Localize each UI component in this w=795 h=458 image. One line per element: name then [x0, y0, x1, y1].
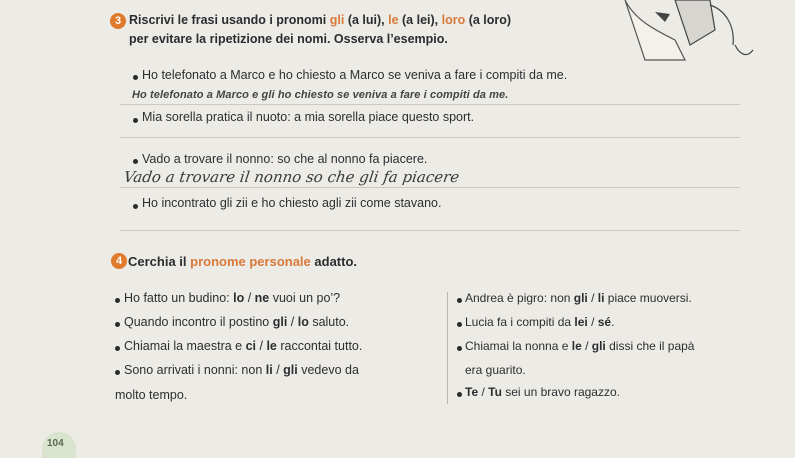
bullet — [115, 322, 120, 327]
bullet — [115, 346, 120, 351]
pronoun-option[interactable]: ne — [254, 291, 270, 305]
pronoun-option[interactable]: lo — [297, 315, 309, 329]
pronoun-option[interactable]: gli — [573, 291, 588, 305]
example-answer: Ho telefonato a Marco e gli ho chiesto se veniva a fare i compiti da me. — [132, 89, 509, 101]
bullet — [133, 204, 138, 209]
pronoun-option[interactable]: lo — [233, 291, 245, 305]
choice-sentence[interactable]: Te / Tu sei un bravo ragazzo. — [465, 385, 620, 399]
choice-sentence-continued: molto tempo. — [115, 388, 188, 402]
sentence: Ho telefonato a Marco e ho chiesto a Marco se veniva a fare i compiti da me. — [142, 68, 568, 82]
choice-sentence[interactable]: Lucia fa i compiti da lei / sé. — [465, 315, 615, 329]
answer-line — [120, 104, 740, 105]
bullet — [457, 346, 462, 351]
pronoun-option[interactable]: le — [571, 339, 582, 353]
exercise-instruction: Riscrivi le frasi usando i pronomi gli (a lui), le (a lei), loro (a loro) — [129, 13, 512, 27]
pronoun-option[interactable]: gli — [272, 315, 288, 329]
pronoun-option[interactable]: ci — [245, 339, 257, 353]
cartoon-illustration — [615, 0, 795, 70]
exercise-instruction-continued: per evitare la ripetizione dei nomi. Osserva l’esempio. — [129, 32, 448, 46]
bullet — [115, 370, 120, 375]
exercise-number: 4 — [111, 253, 127, 269]
choice-sentence[interactable]: Andrea è pigro: non gli / li piace muoversi. — [465, 291, 692, 305]
bullet — [457, 298, 462, 303]
choice-sentence[interactable]: Sono arrivati i nonni: non li / gli vedevo da — [124, 363, 359, 377]
bullet — [457, 392, 462, 397]
pronoun-option[interactable]: Tu — [488, 385, 502, 399]
choice-sentence[interactable]: Quando incontro il postino gli / lo saluto. — [124, 315, 350, 329]
pronoun-option[interactable]: sé — [597, 315, 612, 329]
bullet — [457, 322, 462, 327]
exercise-instruction: Cerchia il pronome personale adatto. — [128, 254, 358, 269]
column-divider — [447, 292, 448, 404]
sentence: Mia sorella pratica il nuoto: a mia sorella piace questo sport. — [142, 110, 475, 124]
choice-sentence-continued: era guarito. — [465, 363, 526, 377]
answer-line[interactable] — [120, 137, 740, 138]
sentence: Ho incontrato gli zii e ho chiesto agli zii come stavano. — [142, 196, 442, 210]
choice-sentence[interactable]: Ho fatto un budino: lo / ne vuoi un po’? — [124, 291, 341, 305]
pronoun-option[interactable]: li — [597, 291, 605, 305]
bullet — [133, 75, 138, 80]
bullet — [115, 298, 120, 303]
bullet — [133, 159, 138, 164]
choice-sentence[interactable]: Chiamai la nonna e le / gli dissi che il papà — [465, 339, 695, 353]
sentence: Vado a trovare il nonno: so che al nonno fa piacere. — [142, 152, 428, 166]
pronoun-option[interactable]: gli — [591, 339, 606, 353]
exercise-number: 3 — [110, 13, 126, 29]
answer-line[interactable] — [120, 230, 740, 231]
choice-sentence[interactable]: Chiamai la maestra e ci / le raccontai tutto. — [124, 339, 363, 353]
answer-line — [120, 187, 740, 188]
pronoun-option[interactable]: lei — [574, 315, 588, 329]
bullet — [133, 118, 138, 123]
pronoun-option[interactable]: gli — [283, 363, 298, 377]
pronoun-option[interactable]: Te — [465, 385, 479, 399]
pronoun-option[interactable]: li — [265, 363, 273, 377]
page-number: 104 — [47, 438, 64, 449]
pronoun-option[interactable]: le — [266, 339, 277, 353]
handwritten-answer[interactable]: Vado a trovare il nonno so che gli fa piacere — [122, 168, 461, 186]
